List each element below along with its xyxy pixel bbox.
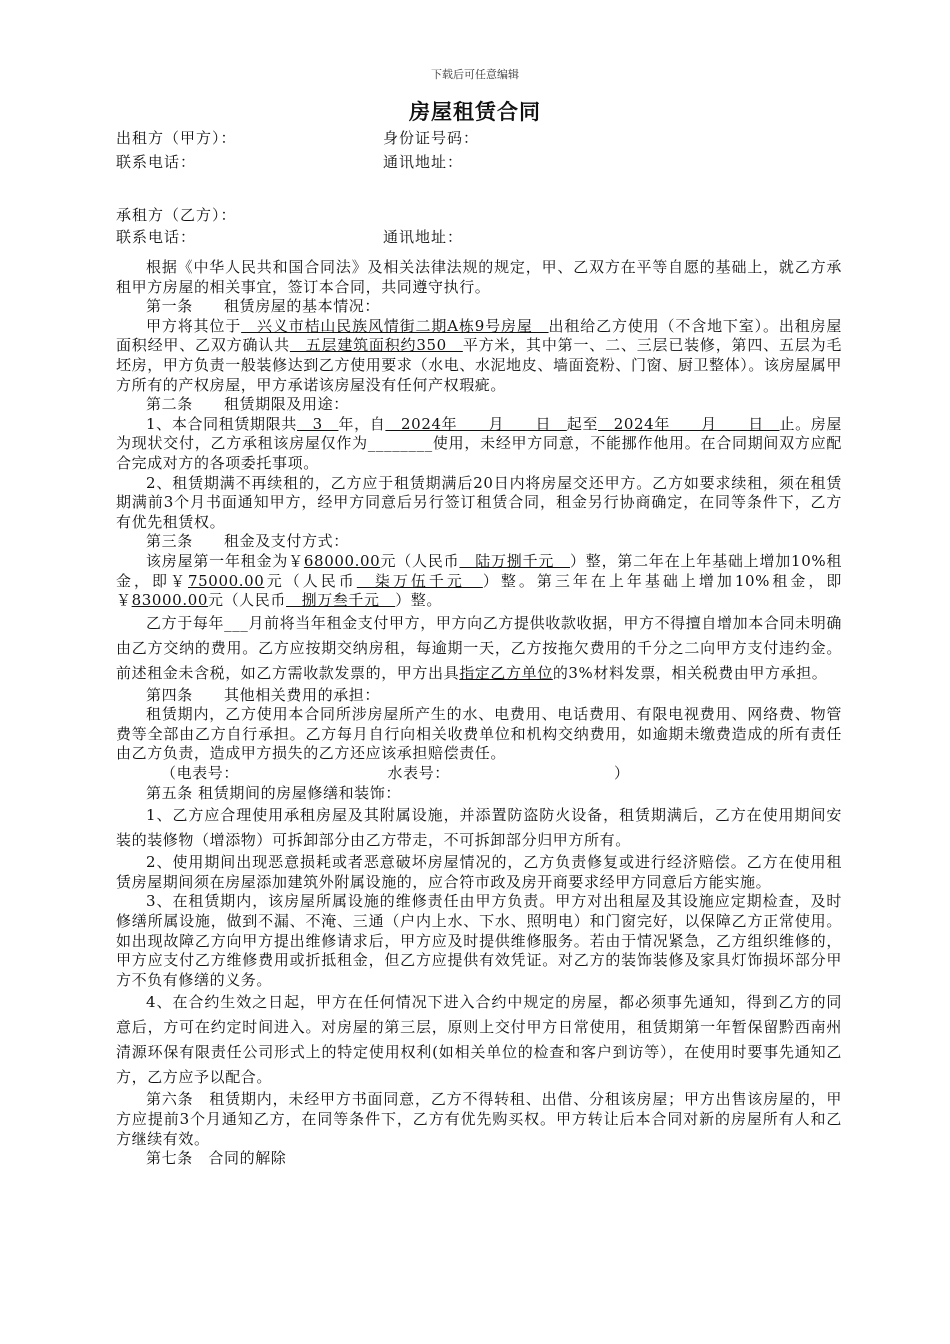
payment-month-blank: ___ [224,613,249,632]
article-3-title: 第三条 租金及支付方式： [146,532,349,551]
lessee-phone-label: 联系电话： [116,228,197,246]
rent-year-2: 75000.00 [188,571,265,590]
article-6-paragraph: 第六条 租赁期内，未经甲方书面同意，乙方不得转租、出借、分租该房屋；甲方出售该房屋的，甲方应提前3个月通知乙方，在同等条件下，乙方有优先购买权。甲方转让后本合同对新的房屋所有人和乙方继续有效。 [116,1090,842,1148]
lessor-label: 出租方（甲方）： [116,129,237,147]
article-2-paragraph-1: 1、本合同租赁期限共 3 年，自 2024年 月 日 起至 2024年 月 日 止。房屋为现状交付，乙方承租该房屋仅作为________使用，未经甲方同意，不能挪作他用。在合同期间双方应配合完成对方的各项委托事项。 [116,414,843,472]
article-4-paragraph: 租赁期内，乙方使用本合同所涉房屋所产生的水、电费用、电话费用、有限电视费用、网络费、物管费等全部由乙方自行承担。乙方每月自行向相关收费单位和机构交纳费用，如逾期未缴费造成的所有责任由乙方负责，造成甲方损失的乙方还应该承担赔偿责任。 [116,705,842,763]
lease-years: 3 [296,414,339,433]
lessee-contact-row [116,226,464,247]
article-5-paragraph-2: 2、使用期间出现恶意损耗或者恶意破坏房屋情况的，乙方负责修复或进行经济赔偿。乙方在使用租赁房屋期间须在房屋添加建筑外附属设施的，应合符市政及房开商要求经甲方同意后方能实施。 [116,853,842,891]
article-5-title: 第五条 租赁期间的房屋修缮和装饰： [146,783,401,802]
property-area: 五层建筑面积约350 [289,336,463,355]
lessee-address-label: 通讯地址： [383,228,464,246]
rent-year-1: 68000.00 [303,551,381,570]
intro-paragraph: 根据《中华人民共和国合同法》及相关法律法规的规定，甲、乙双方在平等自愿的基础上，就乙方承租甲方房屋的相关事宜，签订本合同，共同遵守执行。 [116,258,842,296]
article-5-paragraph-3: 3、在租赁期内，该房屋所属设施的维修责任由甲方负责。甲方对出租屋及其设施应定期检查，及时修缮所属设施，做到不漏、不淹、三通（户内上水、下水、照明电）和门窗完好，以保障乙方正常使用。如出现故障乙方向甲方提出维修请求后，甲方应及时提供维修服务。若由于情况紧急，乙方组织维修的，甲方应支付乙方维修费用或折抵租金，但乙方应提供有效凭证。对乙方的装饰装修及家具灯饰损坏部分甲方不负有修缮的义务。 [116,892,842,989]
rent-year-3: 83000.00 [131,591,208,610]
header-note: 下载后可任意编辑 [431,68,519,81]
contract-body [116,258,842,1169]
article-3-paragraph-1: 该房屋第一年租金为￥68000.00元（人民币 陆万捌千元 ）整，第二年在上年基础上增加10%租金，即￥75000.00元（人民币 柒万伍千元 ）整。第三年在上年基础上增加10%租金，即￥83000.00元（人民币 捌万叁千元 ）整。 [116,551,842,610]
lease-start-date: 2024年 月 日 [385,414,567,433]
article-3-paragraph-2: 乙方于每年___月前将当年租金支付甲方，甲方向乙方提供收款收据，甲方不得擅自增加本合同未明确由乙方交纳的费用。乙方应按期交纳房租，每逾期一天，乙方按拖欠费用的千分之二向甲方支付违约金。前述租金未含税，如乙方需收款发票的，甲方出具指定乙方单位的3%材料发票，相关税费由甲方承担。 [116,613,842,682]
lease-end-date: 2024年 月 日 [598,414,780,433]
rent-year-1-cn: 陆万捌千元 [459,551,570,570]
article-4-title: 第四条 其他相关费用的承担： [146,685,381,704]
property-location: 兴义市桔山民族风情街二期A栋9号房屋 [241,316,549,335]
lease-use-blank: ________ [367,434,433,453]
article-2-title: 第二条 租赁期限及用途： [146,395,349,414]
lessor-phone-label: 联系电话： [116,153,197,171]
lessor-address-label: 通讯地址： [383,153,464,171]
lessor-contact-row [116,151,464,172]
lessor-id-label: 身份证号码： [383,129,480,147]
lessee-label: 承租方（乙方）： [116,206,237,224]
article-2-paragraph-2: 2、租赁期满不再续租的，乙方应于租赁期满后20日内将房屋交还甲方。乙方如要求续租，须在租赁期满前3个月书面通知甲方，经甲方同意后另行签订租赁合同，租金另行协商确定，在同等条件下，乙方有优先租赁权。 [116,473,842,531]
article-5-paragraph-4: 4、在合约生效之日起，甲方在任何情况下进入合约中规定的房屋，都必须事先通知，得到乙方的同意后，方可在约定时间进入。对房屋的第三层，原则上交付甲方日常使用，租赁期第一年暂保留黔西南州清源环保有限责任公司形式上的特定使用权利(如相关单位的检查和客户到访等），在使用时要事先通知乙方，乙方应予以配合。 [116,993,842,1087]
article-1-paragraph: 甲方将其位于 兴义市桔山民族风情街二期A栋9号房屋 出租给乙方使用（不含地下室）。出租房屋面积经甲、乙双方确认共 五层建筑面积约350 平方米，其中第一、二、三层已装修，第四、五层为毛坯房，甲方负责一般装修达到乙方使用要求（水电、水泥地皮、墙面瓷粉、门窗、厨卫整体）。该房屋属甲方所有的产权房屋，甲方承诺该房屋没有任何产权瑕疵。 [116,316,842,394]
page-title: 房屋租赁合同 [409,99,541,124]
rent-year-3-cn: 捌万叁千元 [286,591,396,610]
lessee-row [116,204,237,225]
article-7-title: 第七条 合同的解除 [146,1149,287,1168]
article-1-title: 第一条 租赁房屋的基本情况： [146,297,381,316]
meter-numbers: （电表号： 水表号： ） [161,764,630,783]
invoice-unit: 指定乙方单位 [459,663,553,682]
article-5-paragraph-1: 1、乙方应合理使用承租房屋及其附属设施，并添置防盗防火设备，租赁期满后，乙方在使用期间安装的装修物（增添物）可拆卸部分由乙方带走，不可拆卸部分归甲方所有。 [116,806,842,850]
rent-year-2-cn: 柒万伍千元 [356,571,483,590]
lessor-row [116,127,480,148]
